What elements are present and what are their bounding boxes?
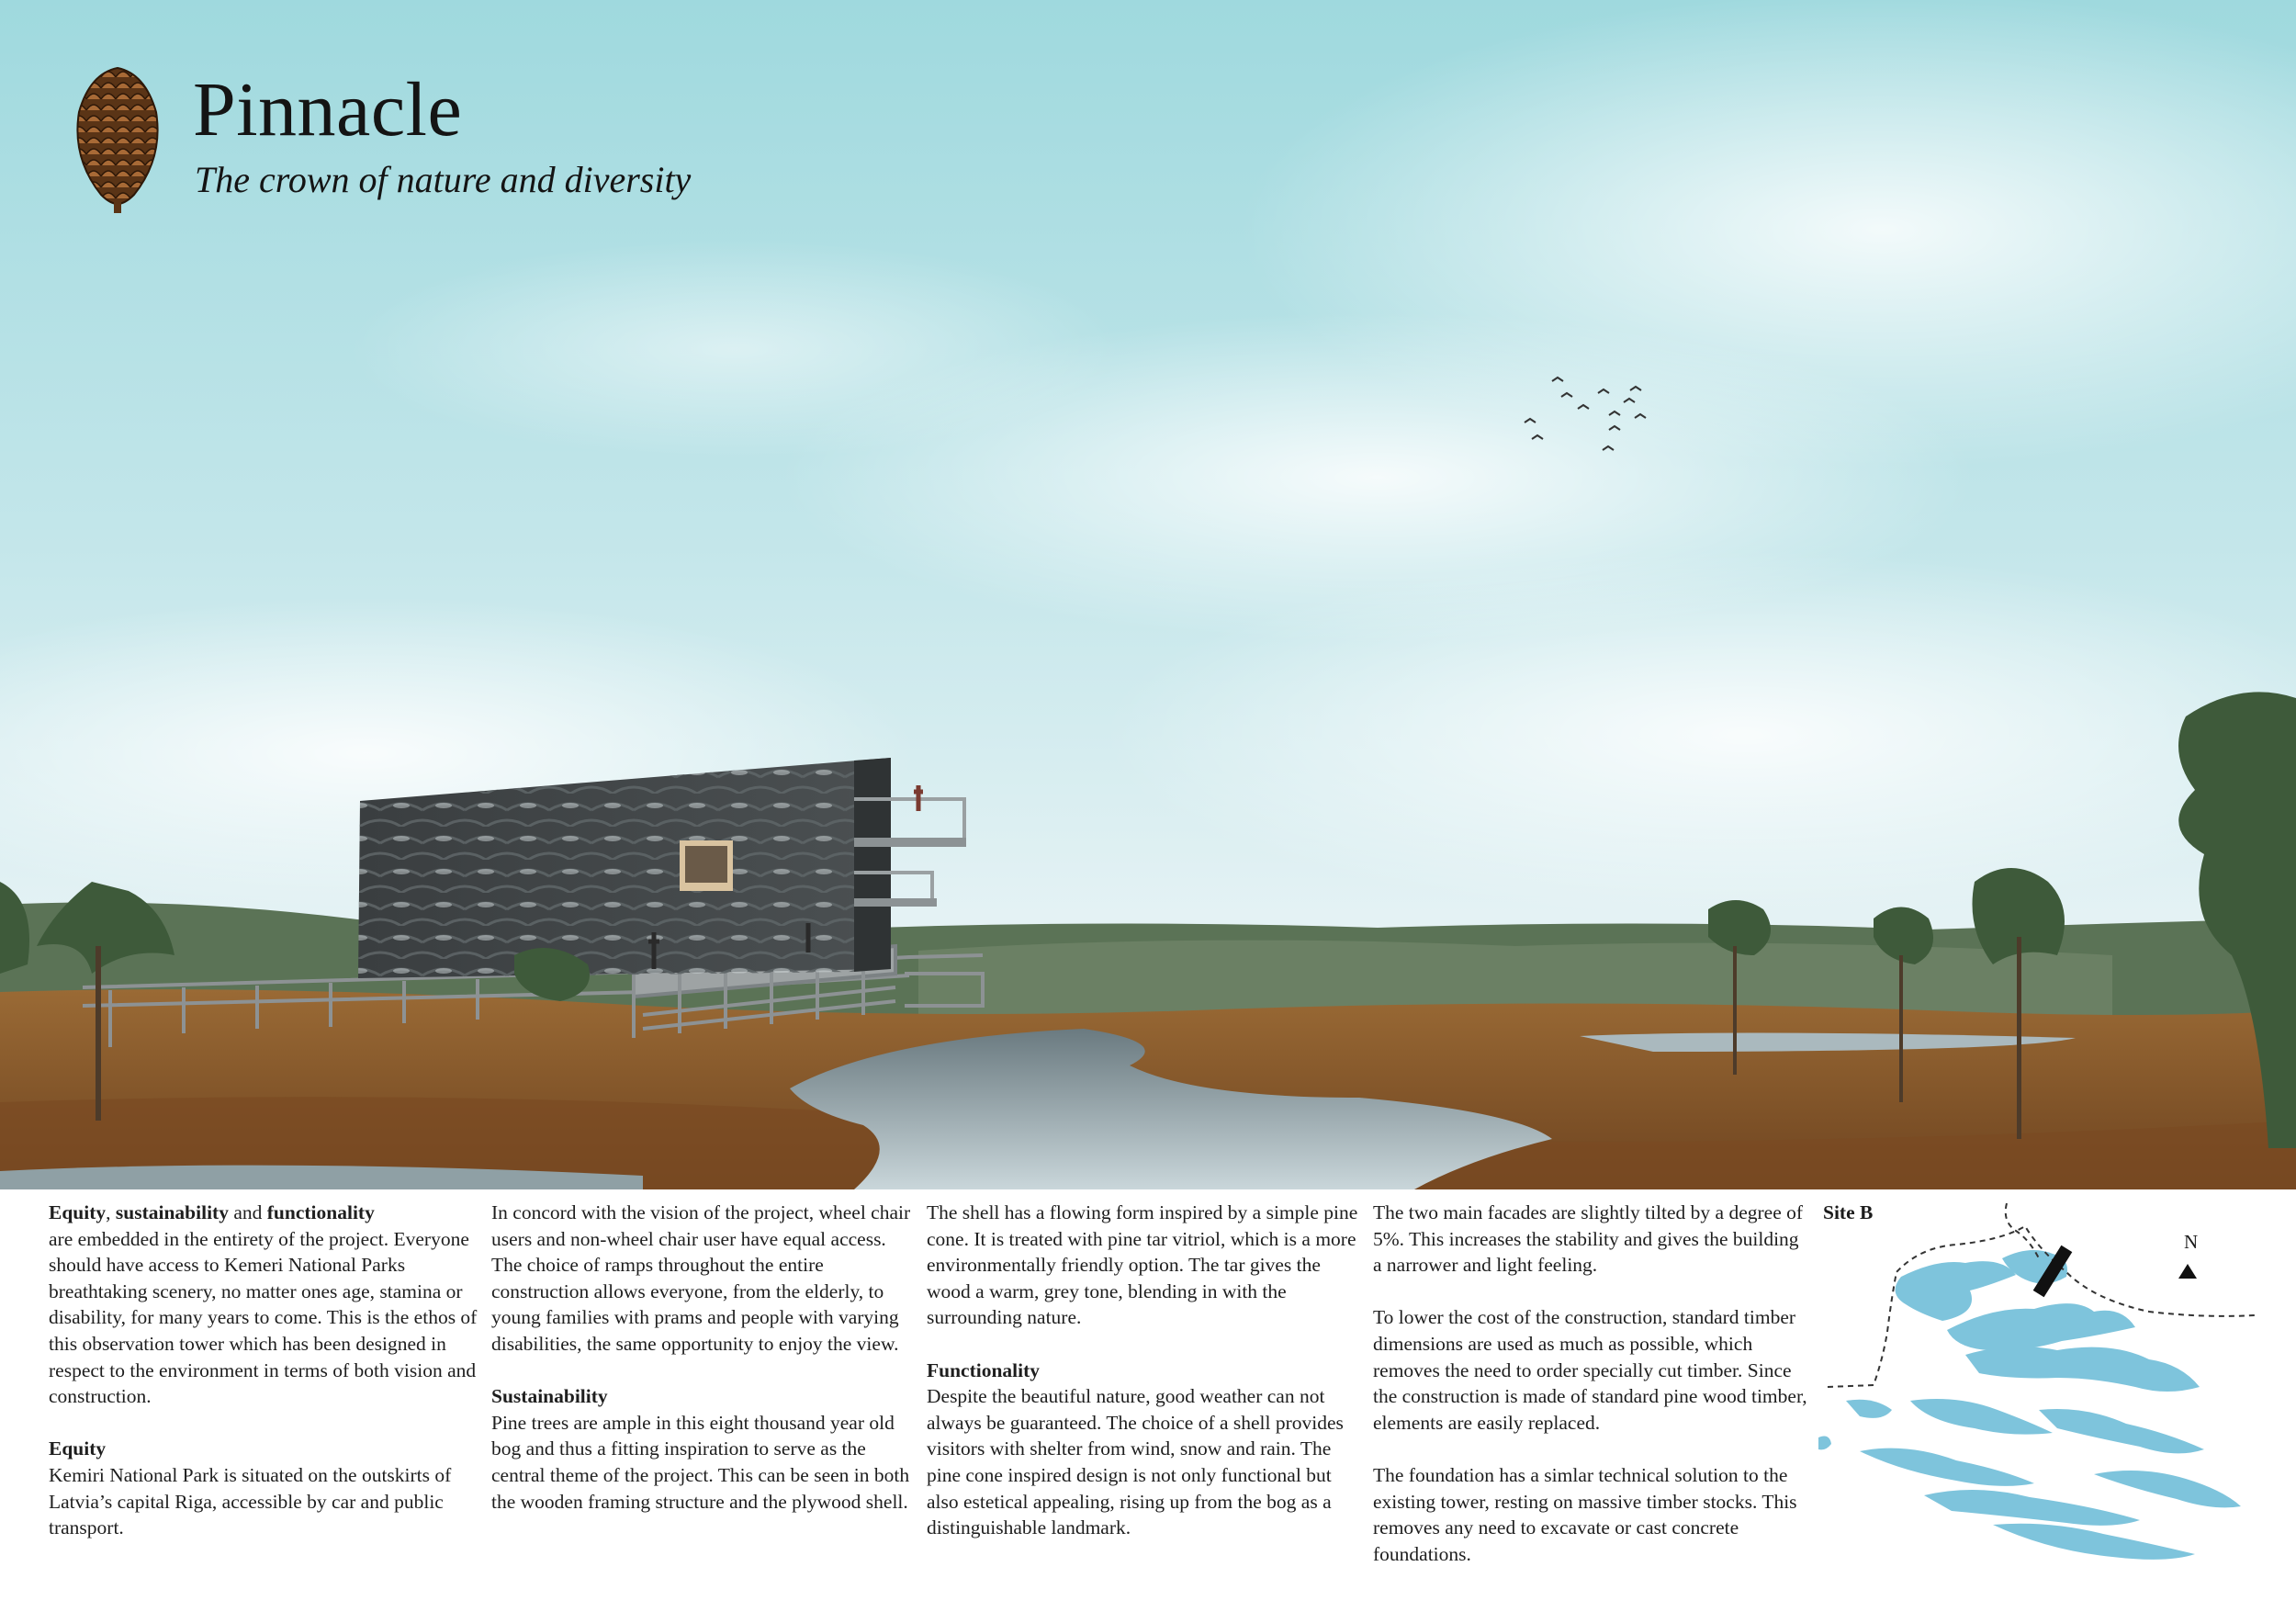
facades-paragraph: The two main facades are slightly tilted by a degree of 5%. This increases the stability and gives the building a narrower and light feeling. (1373, 1201, 1804, 1277)
intro-text: are embedded in the entirety of the project. Everyone should have access to Kemeri National Parks breathtaking scenery, no matter ones age, stamina or disability, for many years to come. This is the ethos of this observation tower which has been designed in respect to the environment in terms of both vision and construction. (49, 1227, 478, 1408)
text-column-1 (49, 1200, 480, 1541)
intro-sep-2: and (228, 1201, 267, 1223)
text-column-3 (927, 1200, 1358, 1541)
north-arrow-icon (2178, 1264, 2197, 1279)
north-label: N (2184, 1231, 2199, 1253)
foundation-paragraph: The foundation has a simlar technical solution to the existing tower, resting on massive timber stocks. This removes any need to excavate or cast concrete foundations. (1373, 1463, 1797, 1565)
site-map (1818, 1203, 2259, 1571)
functionality-heading: Functionality (927, 1358, 1041, 1381)
equity-text: Kemiri National Park is situated on the outskirts of Latvia’s capital Riga, accessible by car and public transport. (49, 1463, 452, 1539)
sustainability-text: Pine trees are ample in this eight thousand year old bog and thus a fitting inspiration to serve as the central theme of the project. This can be seen in both the wooden framing structure and the plywood shell. (491, 1411, 910, 1513)
intro-bold-sustainability: sustainability (115, 1201, 229, 1223)
equity-heading: Equity (49, 1437, 107, 1460)
page-subtitle: The crown of nature and diversity (195, 159, 692, 200)
site-map-label: Site B (1823, 1201, 1874, 1223)
text-column-2 (491, 1200, 914, 1515)
sustainability-heading: Sustainability (491, 1385, 608, 1408)
functionality-text: Despite the beautiful nature, good weather can not always be guaranteed. The choice of a shell provides visitors with shelter from wind, snow and rain. The pine cone inspired design is not only functional but also estetical appealing, rising up from the bog as a distinguishable landmark. (927, 1385, 1344, 1539)
timber-paragraph: To lower the cost of the construction, standard timber dimensions are used as much as possible, which removes the need to order specially cut timber. Since the construction is made of standard pine wood timber, elements are easily replaced. (1373, 1306, 1807, 1434)
intro-sep-1: , (106, 1201, 116, 1223)
shell-paragraph: The shell has a flowing form inspired by a simple pine cone. It is treated with pine tar vitriol, which is a more environmentally friendly option. The tar gives the wood a warm, grey tone, blending in with the surrounding nature. (927, 1201, 1358, 1329)
access-paragraph: In concord with the vision of the project, wheel chair users and non-wheel chair user have equal access. The choice of ramps throughout the entire construction allows everyone, from the elderly, to young families with prams and people with varying disabilities, the same opportunity to enjoy the view. (491, 1201, 911, 1355)
page-title: Pinnacle (193, 67, 463, 152)
intro-paragraph (49, 1200, 480, 1410)
intro-bold-equity: Equity (49, 1201, 107, 1223)
text-column-4 (1373, 1200, 1809, 1567)
intro-bold-functionality: functionality (266, 1201, 375, 1223)
pine-cone-icon (72, 66, 163, 213)
site-water-bodies (1818, 1250, 2241, 1560)
